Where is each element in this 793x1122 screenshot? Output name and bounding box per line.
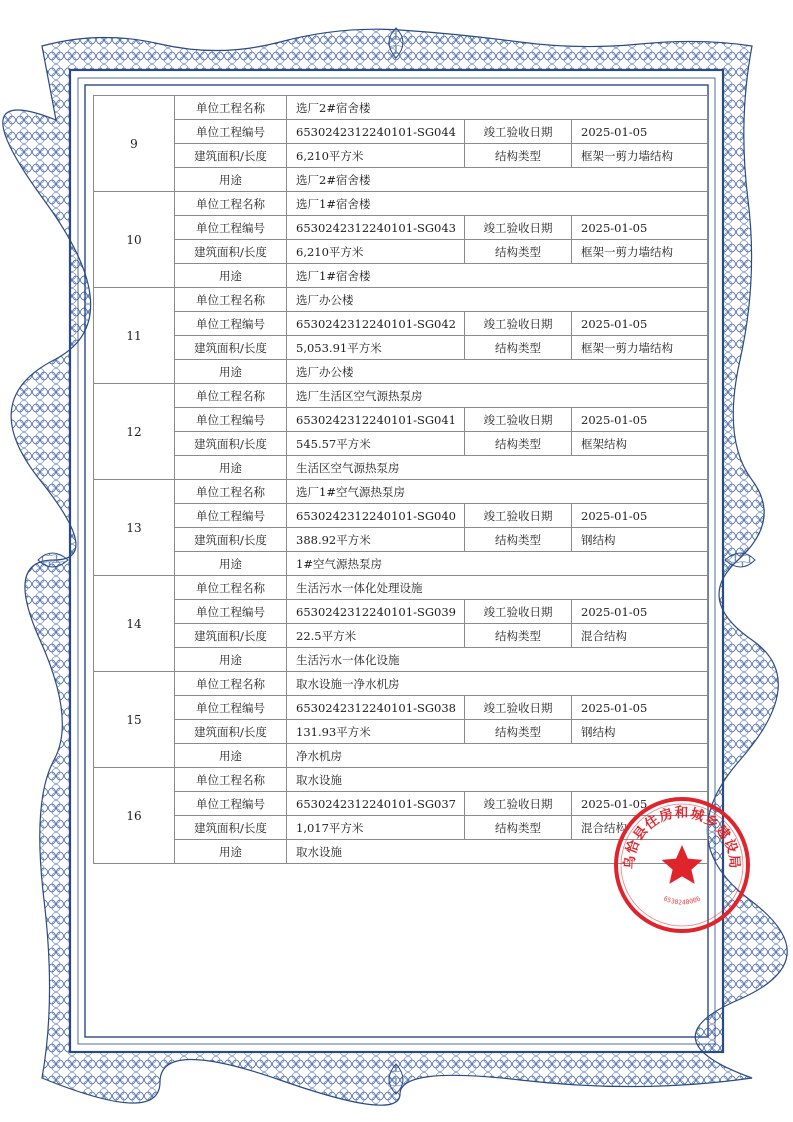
- table-row: [94, 240, 708, 264]
- project-code: 6530242312240101-SG037: [287, 792, 465, 816]
- structure-type: 钢结构: [572, 720, 708, 744]
- structure-type: 框架结构: [572, 432, 708, 456]
- label-structure: 结构类型: [465, 624, 572, 648]
- project-usage: 1#空气源热泵房: [287, 552, 708, 576]
- project-name: 选厂1#空气源热泵房: [287, 480, 708, 504]
- label-code: 单位工程编号: [175, 216, 287, 240]
- table-row: [94, 720, 708, 744]
- label-code: 单位工程编号: [175, 504, 287, 528]
- label-name: 单位工程名称: [175, 576, 287, 600]
- project-code: 6530242312240101-SG043: [287, 216, 465, 240]
- label-name: 单位工程名称: [175, 288, 287, 312]
- record-index: 15: [94, 672, 175, 768]
- building-area: 388.92平方米: [287, 528, 465, 552]
- project-usage: 生活污水一体化设施: [287, 648, 708, 672]
- table-row: [94, 408, 708, 432]
- label-usage: 用途: [175, 360, 287, 384]
- structure-type: 框架一剪力墙结构: [572, 144, 708, 168]
- table-row: [94, 288, 708, 312]
- building-area: 5,053.91平方米: [287, 336, 465, 360]
- table-row: [94, 504, 708, 528]
- record-index: 13: [94, 480, 175, 576]
- label-code: 单位工程编号: [175, 696, 287, 720]
- project-code: 6530242312240101-SG041: [287, 408, 465, 432]
- label-structure: 结构类型: [465, 528, 572, 552]
- table-row: [94, 336, 708, 360]
- label-usage: 用途: [175, 552, 287, 576]
- project-usage: 选厂办公楼: [287, 360, 708, 384]
- label-usage: 用途: [175, 264, 287, 288]
- structure-type: 框架一剪力墙结构: [572, 240, 708, 264]
- label-name: 单位工程名称: [175, 384, 287, 408]
- table-row: [94, 360, 708, 384]
- table-row: [94, 192, 708, 216]
- label-structure: 结构类型: [465, 720, 572, 744]
- label-area: 建筑面积/长度: [175, 432, 287, 456]
- record-index: 11: [94, 288, 175, 384]
- project-code: 6530242312240101-SG038: [287, 696, 465, 720]
- label-code: 单位工程编号: [175, 120, 287, 144]
- table-row: [94, 672, 708, 696]
- acceptance-date: 2025-01-05: [572, 120, 708, 144]
- label-structure: 结构类型: [465, 816, 572, 840]
- official-seal: [612, 795, 752, 935]
- acceptance-date: 2025-01-05: [572, 600, 708, 624]
- label-date: 竣工验收日期: [465, 696, 572, 720]
- project-name: 选厂2#宿舍楼: [287, 96, 708, 120]
- label-code: 单位工程编号: [175, 600, 287, 624]
- acceptance-date: 2025-01-05: [572, 408, 708, 432]
- label-date: 竣工验收日期: [465, 120, 572, 144]
- building-area: 6,210平方米: [287, 240, 465, 264]
- label-date: 竣工验收日期: [465, 504, 572, 528]
- star-icon: [662, 845, 703, 884]
- building-area: 22.5平方米: [287, 624, 465, 648]
- project-records-table: [93, 95, 708, 864]
- building-area: 1,017平方米: [287, 816, 465, 840]
- table-row: [94, 312, 708, 336]
- project-code: 6530242312240101-SG044: [287, 120, 465, 144]
- project-usage: 净水机房: [287, 744, 708, 768]
- record-index: 12: [94, 384, 175, 480]
- label-area: 建筑面积/长度: [175, 624, 287, 648]
- project-name: 取水设施一净水机房: [287, 672, 708, 696]
- table-row: [94, 696, 708, 720]
- project-usage: 生活区空气源热泵房: [287, 456, 708, 480]
- label-usage: 用途: [175, 168, 287, 192]
- acceptance-date: 2025-01-05: [572, 792, 708, 816]
- structure-type: 混合结构: [572, 816, 708, 840]
- table-row: [94, 456, 708, 480]
- table-row: [94, 648, 708, 672]
- label-area: 建筑面积/长度: [175, 240, 287, 264]
- project-code: 6530242312240101-SG040: [287, 504, 465, 528]
- label-area: 建筑面积/长度: [175, 720, 287, 744]
- acceptance-date: 2025-01-05: [572, 504, 708, 528]
- project-code: 6530242312240101-SG039: [287, 600, 465, 624]
- project-name: 选厂生活区空气源热泵房: [287, 384, 708, 408]
- structure-type: 混合结构: [572, 624, 708, 648]
- project-usage: 取水设施: [287, 840, 708, 864]
- structure-type: 钢结构: [572, 528, 708, 552]
- label-date: 竣工验收日期: [465, 216, 572, 240]
- table-row: [94, 216, 708, 240]
- label-usage: 用途: [175, 456, 287, 480]
- label-date: 竣工验收日期: [465, 600, 572, 624]
- project-name: 生活污水一体化处理设施: [287, 576, 708, 600]
- label-code: 单位工程编号: [175, 792, 287, 816]
- building-area: 6,210平方米: [287, 144, 465, 168]
- table-row: [94, 768, 708, 792]
- table-row: [94, 432, 708, 456]
- structure-type: 框架一剪力墙结构: [572, 336, 708, 360]
- record-index: 16: [94, 768, 175, 864]
- label-code: 单位工程编号: [175, 408, 287, 432]
- table-row: [94, 384, 708, 408]
- table-row: [94, 96, 708, 120]
- label-usage: 用途: [175, 840, 287, 864]
- table-row: [94, 552, 708, 576]
- table-row: [94, 264, 708, 288]
- table-row: [94, 168, 708, 192]
- table-row: [94, 120, 708, 144]
- label-date: 竣工验收日期: [465, 312, 572, 336]
- project-usage: 选厂2#宿舍楼: [287, 168, 708, 192]
- record-index: 14: [94, 576, 175, 672]
- record-index: 9: [94, 96, 175, 192]
- table-row: [94, 744, 708, 768]
- table-row: [94, 576, 708, 600]
- project-usage: 选厂1#宿舍楼: [287, 264, 708, 288]
- label-name: 单位工程名称: [175, 768, 287, 792]
- acceptance-date: 2025-01-05: [572, 696, 708, 720]
- project-name: 取水设施: [287, 768, 708, 792]
- svg-text:6530240006: [662, 894, 702, 906]
- label-name: 单位工程名称: [175, 192, 287, 216]
- label-usage: 用途: [175, 648, 287, 672]
- label-date: 竣工验收日期: [465, 408, 572, 432]
- seal-text: 乌恰县住房和城乡建设局: [621, 805, 743, 870]
- table-row: [94, 528, 708, 552]
- label-name: 单位工程名称: [175, 96, 287, 120]
- acceptance-date: 2025-01-05: [572, 312, 708, 336]
- table-row: [94, 600, 708, 624]
- project-code: 6530242312240101-SG042: [287, 312, 465, 336]
- label-structure: 结构类型: [465, 240, 572, 264]
- label-area: 建筑面积/长度: [175, 144, 287, 168]
- project-name: 选厂1#宿舍楼: [287, 192, 708, 216]
- label-area: 建筑面积/长度: [175, 528, 287, 552]
- project-name: 选厂办公楼: [287, 288, 708, 312]
- label-structure: 结构类型: [465, 336, 572, 360]
- label-date: 竣工验收日期: [465, 792, 572, 816]
- label-usage: 用途: [175, 744, 287, 768]
- label-name: 单位工程名称: [175, 480, 287, 504]
- building-area: 545.57平方米: [287, 432, 465, 456]
- label-structure: 结构类型: [465, 144, 572, 168]
- label-name: 单位工程名称: [175, 672, 287, 696]
- label-structure: 结构类型: [465, 432, 572, 456]
- record-index: 10: [94, 192, 175, 288]
- acceptance-date: 2025-01-05: [572, 216, 708, 240]
- label-code: 单位工程编号: [175, 312, 287, 336]
- label-area: 建筑面积/长度: [175, 816, 287, 840]
- table-row: [94, 624, 708, 648]
- building-area: 131.93平方米: [287, 720, 465, 744]
- label-area: 建筑面积/长度: [175, 336, 287, 360]
- table-row: [94, 480, 708, 504]
- seal-code: 6530240006: [662, 894, 702, 907]
- table-row: [94, 144, 708, 168]
